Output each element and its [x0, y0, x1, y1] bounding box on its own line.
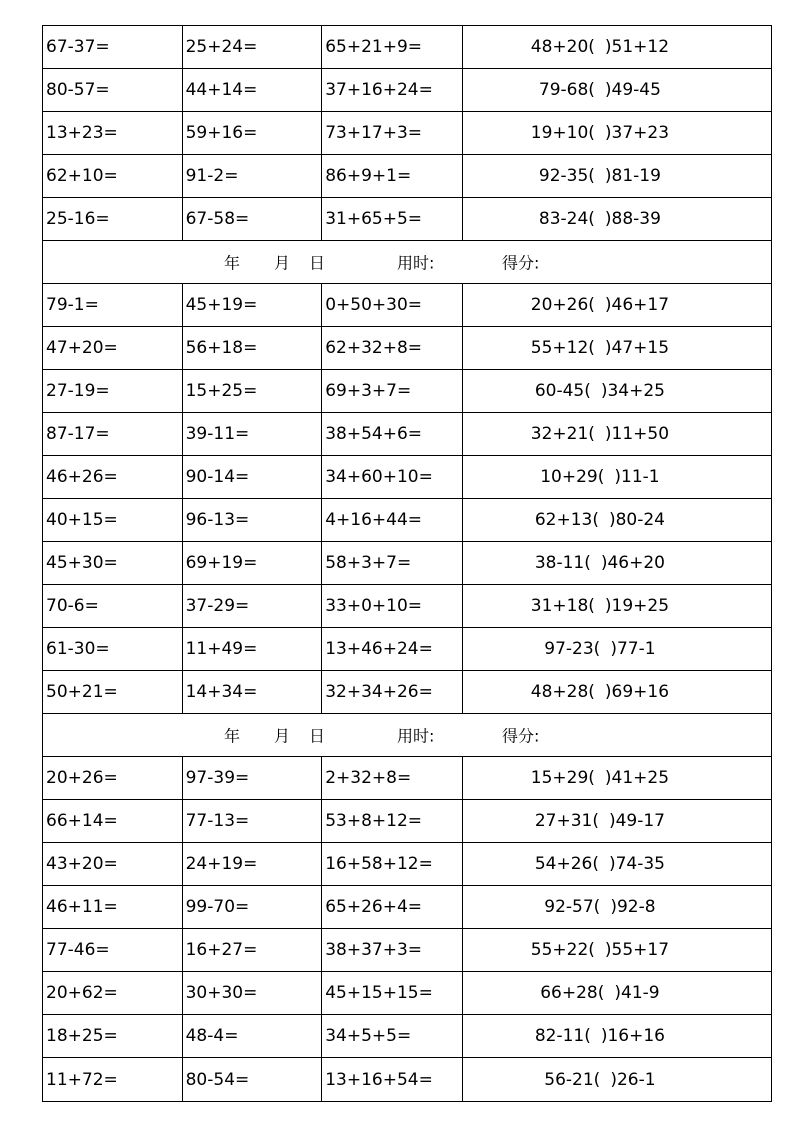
- table-row: [43, 499, 771, 542]
- compare-right: )49-17: [608, 811, 665, 831]
- compare-right: )41-9: [614, 983, 660, 1003]
- problem-cell: 65+21+9=: [322, 26, 463, 68]
- problem-cell: 37+16+24=: [322, 69, 463, 111]
- compare-right: )41+25: [604, 768, 670, 788]
- year-label: 年: [224, 726, 241, 746]
- problem-cell: 13+46+24=: [322, 628, 463, 670]
- problem-cell: 20+62=: [43, 972, 183, 1014]
- compare-left: 92-35(: [538, 166, 595, 186]
- compare-right: )34+25: [600, 381, 665, 401]
- problem-cell: 87-17=: [43, 413, 183, 455]
- problem-cell: 43+20=: [43, 843, 183, 885]
- problem-cell: 24+19=: [183, 843, 323, 885]
- score-label: 得分:: [502, 253, 540, 273]
- day-label: 日: [309, 253, 326, 273]
- problem-cell: 16+27=: [183, 929, 323, 971]
- problem-cell: 34+60+10=: [322, 456, 463, 498]
- compare-cell: [463, 155, 771, 197]
- table-row: [43, 1015, 771, 1058]
- compare-left: 10+29(: [540, 467, 605, 487]
- problem-cell: 13+23=: [43, 112, 183, 154]
- compare-left: 48+20(: [530, 37, 595, 57]
- compare-cell: [463, 112, 771, 154]
- time-used-label: 用时:: [397, 253, 435, 273]
- problem-cell: 80-54=: [183, 1058, 323, 1101]
- problem-cell: 69+3+7=: [322, 370, 463, 412]
- compare-left: 20+26(: [530, 295, 595, 315]
- compare-left: 38-11(: [534, 553, 591, 573]
- compare-cell: [463, 800, 771, 842]
- compare-cell: [463, 757, 771, 799]
- compare-right: )74-35: [608, 854, 665, 874]
- problem-cell: 69+19=: [183, 542, 323, 584]
- compare-left: 54+26(: [534, 854, 599, 874]
- problem-cell: 65+26+4=: [322, 886, 463, 928]
- problem-cell: 77-46=: [43, 929, 183, 971]
- problem-cell: 79-1=: [43, 284, 183, 326]
- problem-cell: 33+0+10=: [322, 585, 463, 627]
- problem-cell: 11+49=: [183, 628, 323, 670]
- month-label: 月: [274, 726, 291, 746]
- problem-cell: 18+25=: [43, 1015, 183, 1057]
- compare-right: )19+25: [604, 596, 670, 616]
- table-row: [43, 929, 771, 972]
- compare-left: 79-68(: [538, 80, 595, 100]
- date-time-score-header: [43, 714, 771, 757]
- problem-cell: 15+25=: [183, 370, 323, 412]
- problem-cell: 58+3+7=: [322, 542, 463, 584]
- problem-cell: 45+15+15=: [322, 972, 463, 1014]
- compare-left: 92-57(: [544, 897, 601, 917]
- table-row: [43, 542, 771, 585]
- table-row: [43, 370, 771, 413]
- problem-cell: 67-37=: [43, 26, 183, 68]
- compare-right: )47+15: [604, 338, 670, 358]
- table-row: [43, 628, 771, 671]
- compare-cell: [463, 284, 771, 326]
- compare-cell: [463, 671, 771, 713]
- table-row: [43, 284, 771, 327]
- problem-cell: 40+15=: [43, 499, 183, 541]
- problem-cell: 45+19=: [183, 284, 323, 326]
- problem-cell: 39-11=: [183, 413, 323, 455]
- table-row: [43, 972, 771, 1015]
- problem-cell: 30+30=: [183, 972, 323, 1014]
- compare-cell: [463, 327, 771, 369]
- problem-cell: 91-2=: [183, 155, 323, 197]
- compare-right: )80-24: [608, 510, 665, 530]
- compare-right: )88-39: [604, 209, 661, 229]
- year-label: 年: [224, 253, 241, 273]
- compare-cell: [463, 843, 771, 885]
- table-row: [43, 585, 771, 628]
- compare-right: )49-45: [604, 80, 661, 100]
- problem-cell: 62+32+8=: [322, 327, 463, 369]
- problem-cell: 86+9+1=: [322, 155, 463, 197]
- problem-cell: 45+30=: [43, 542, 183, 584]
- problem-cell: 80-57=: [43, 69, 183, 111]
- compare-left: 83-24(: [538, 209, 595, 229]
- compare-left: 56-21(: [544, 1069, 601, 1090]
- problem-cell: 37-29=: [183, 585, 323, 627]
- table-row: [43, 671, 771, 714]
- problem-cell: 96-13=: [183, 499, 323, 541]
- table-row: [43, 757, 771, 800]
- compare-cell: [463, 69, 771, 111]
- table-row: [43, 456, 771, 499]
- table-row: [43, 886, 771, 929]
- month-label: 月: [274, 253, 291, 273]
- compare-right: )55+17: [604, 940, 670, 960]
- compare-cell: [463, 26, 771, 68]
- table-row: [43, 413, 771, 456]
- compare-right: )92-8: [610, 897, 656, 917]
- problem-cell: 70-6=: [43, 585, 183, 627]
- worksheet-table: [42, 25, 772, 1102]
- problem-cell: 38+37+3=: [322, 929, 463, 971]
- problem-cell: 2+32+8=: [322, 757, 463, 799]
- problem-cell: 46+11=: [43, 886, 183, 928]
- problem-cell: 62+10=: [43, 155, 183, 197]
- problem-cell: 44+14=: [183, 69, 323, 111]
- problem-cell: 27-19=: [43, 370, 183, 412]
- compare-right: )16+16: [600, 1026, 665, 1046]
- compare-cell: [463, 886, 771, 928]
- problem-cell: 14+34=: [183, 671, 323, 713]
- compare-right: )26-1: [610, 1069, 656, 1090]
- compare-cell: [463, 628, 771, 670]
- table-row: [43, 26, 771, 69]
- compare-right: )77-1: [610, 639, 656, 659]
- compare-left: 32+21(: [530, 424, 595, 444]
- compare-right: )81-19: [604, 166, 661, 186]
- compare-left: 31+18(: [530, 596, 595, 616]
- compare-left: 55+12(: [530, 338, 595, 358]
- compare-right: )11-1: [614, 467, 660, 487]
- table-row: [43, 155, 771, 198]
- table-row: [43, 112, 771, 155]
- compare-right: )11+50: [604, 424, 670, 444]
- problem-cell: 53+8+12=: [322, 800, 463, 842]
- table-row: [43, 800, 771, 843]
- compare-right: )69+16: [604, 682, 670, 702]
- compare-cell: [463, 929, 771, 971]
- table-row: [43, 198, 771, 241]
- problem-cell: 34+5+5=: [322, 1015, 463, 1057]
- problem-cell: 66+14=: [43, 800, 183, 842]
- problem-cell: 67-58=: [183, 198, 323, 240]
- problem-cell: 47+20=: [43, 327, 183, 369]
- day-label: 日: [309, 726, 326, 746]
- problem-cell: 25-16=: [43, 198, 183, 240]
- table-row: [43, 843, 771, 886]
- problem-cell: 16+58+12=: [322, 843, 463, 885]
- compare-cell: [463, 413, 771, 455]
- compare-left: 27+31(: [534, 811, 599, 831]
- score-label: 得分:: [502, 726, 540, 746]
- problem-cell: 32+34+26=: [322, 671, 463, 713]
- compare-left: 62+13(: [534, 510, 599, 530]
- problem-cell: 25+24=: [183, 26, 323, 68]
- compare-left: 19+10(: [530, 123, 595, 143]
- time-used-label: 用时:: [397, 726, 435, 746]
- compare-cell: [463, 198, 771, 240]
- problem-cell: 20+26=: [43, 757, 183, 799]
- compare-right: )46+20: [600, 553, 665, 573]
- compare-cell: [463, 499, 771, 541]
- compare-left: 97-23(: [544, 639, 601, 659]
- compare-left: 60-45(: [534, 381, 591, 401]
- problem-cell: 73+17+3=: [322, 112, 463, 154]
- problem-cell: 48-4=: [183, 1015, 323, 1057]
- compare-left: 55+22(: [530, 940, 595, 960]
- compare-cell: [463, 456, 771, 498]
- problem-cell: 46+26=: [43, 456, 183, 498]
- compare-left: 82-11(: [534, 1026, 591, 1046]
- compare-left: 48+28(: [530, 682, 595, 702]
- problem-cell: 99-70=: [183, 886, 323, 928]
- problem-cell: 50+21=: [43, 671, 183, 713]
- problem-cell: 0+50+30=: [322, 284, 463, 326]
- table-row: [43, 69, 771, 112]
- problem-cell: 11+72=: [43, 1058, 183, 1101]
- date-time-score-header: [43, 241, 771, 284]
- compare-cell: [463, 1058, 771, 1101]
- problem-cell: 61-30=: [43, 628, 183, 670]
- problem-cell: 97-39=: [183, 757, 323, 799]
- problem-cell: 90-14=: [183, 456, 323, 498]
- compare-left: 15+29(: [530, 768, 595, 788]
- compare-cell: [463, 542, 771, 584]
- compare-cell: [463, 972, 771, 1014]
- table-row: [43, 1058, 771, 1101]
- problem-cell: 4+16+44=: [322, 499, 463, 541]
- compare-cell: [463, 1015, 771, 1057]
- problem-cell: 13+16+54=: [322, 1058, 463, 1101]
- problem-cell: 38+54+6=: [322, 413, 463, 455]
- compare-right: )37+23: [604, 123, 670, 143]
- compare-right: )51+12: [604, 37, 670, 57]
- table-row: [43, 327, 771, 370]
- problem-cell: 59+16=: [183, 112, 323, 154]
- problem-cell: 31+65+5=: [322, 198, 463, 240]
- compare-right: )46+17: [604, 295, 670, 315]
- compare-cell: [463, 585, 771, 627]
- compare-cell: [463, 370, 771, 412]
- compare-left: 66+28(: [540, 983, 605, 1003]
- problem-cell: 56+18=: [183, 327, 323, 369]
- problem-cell: 77-13=: [183, 800, 323, 842]
